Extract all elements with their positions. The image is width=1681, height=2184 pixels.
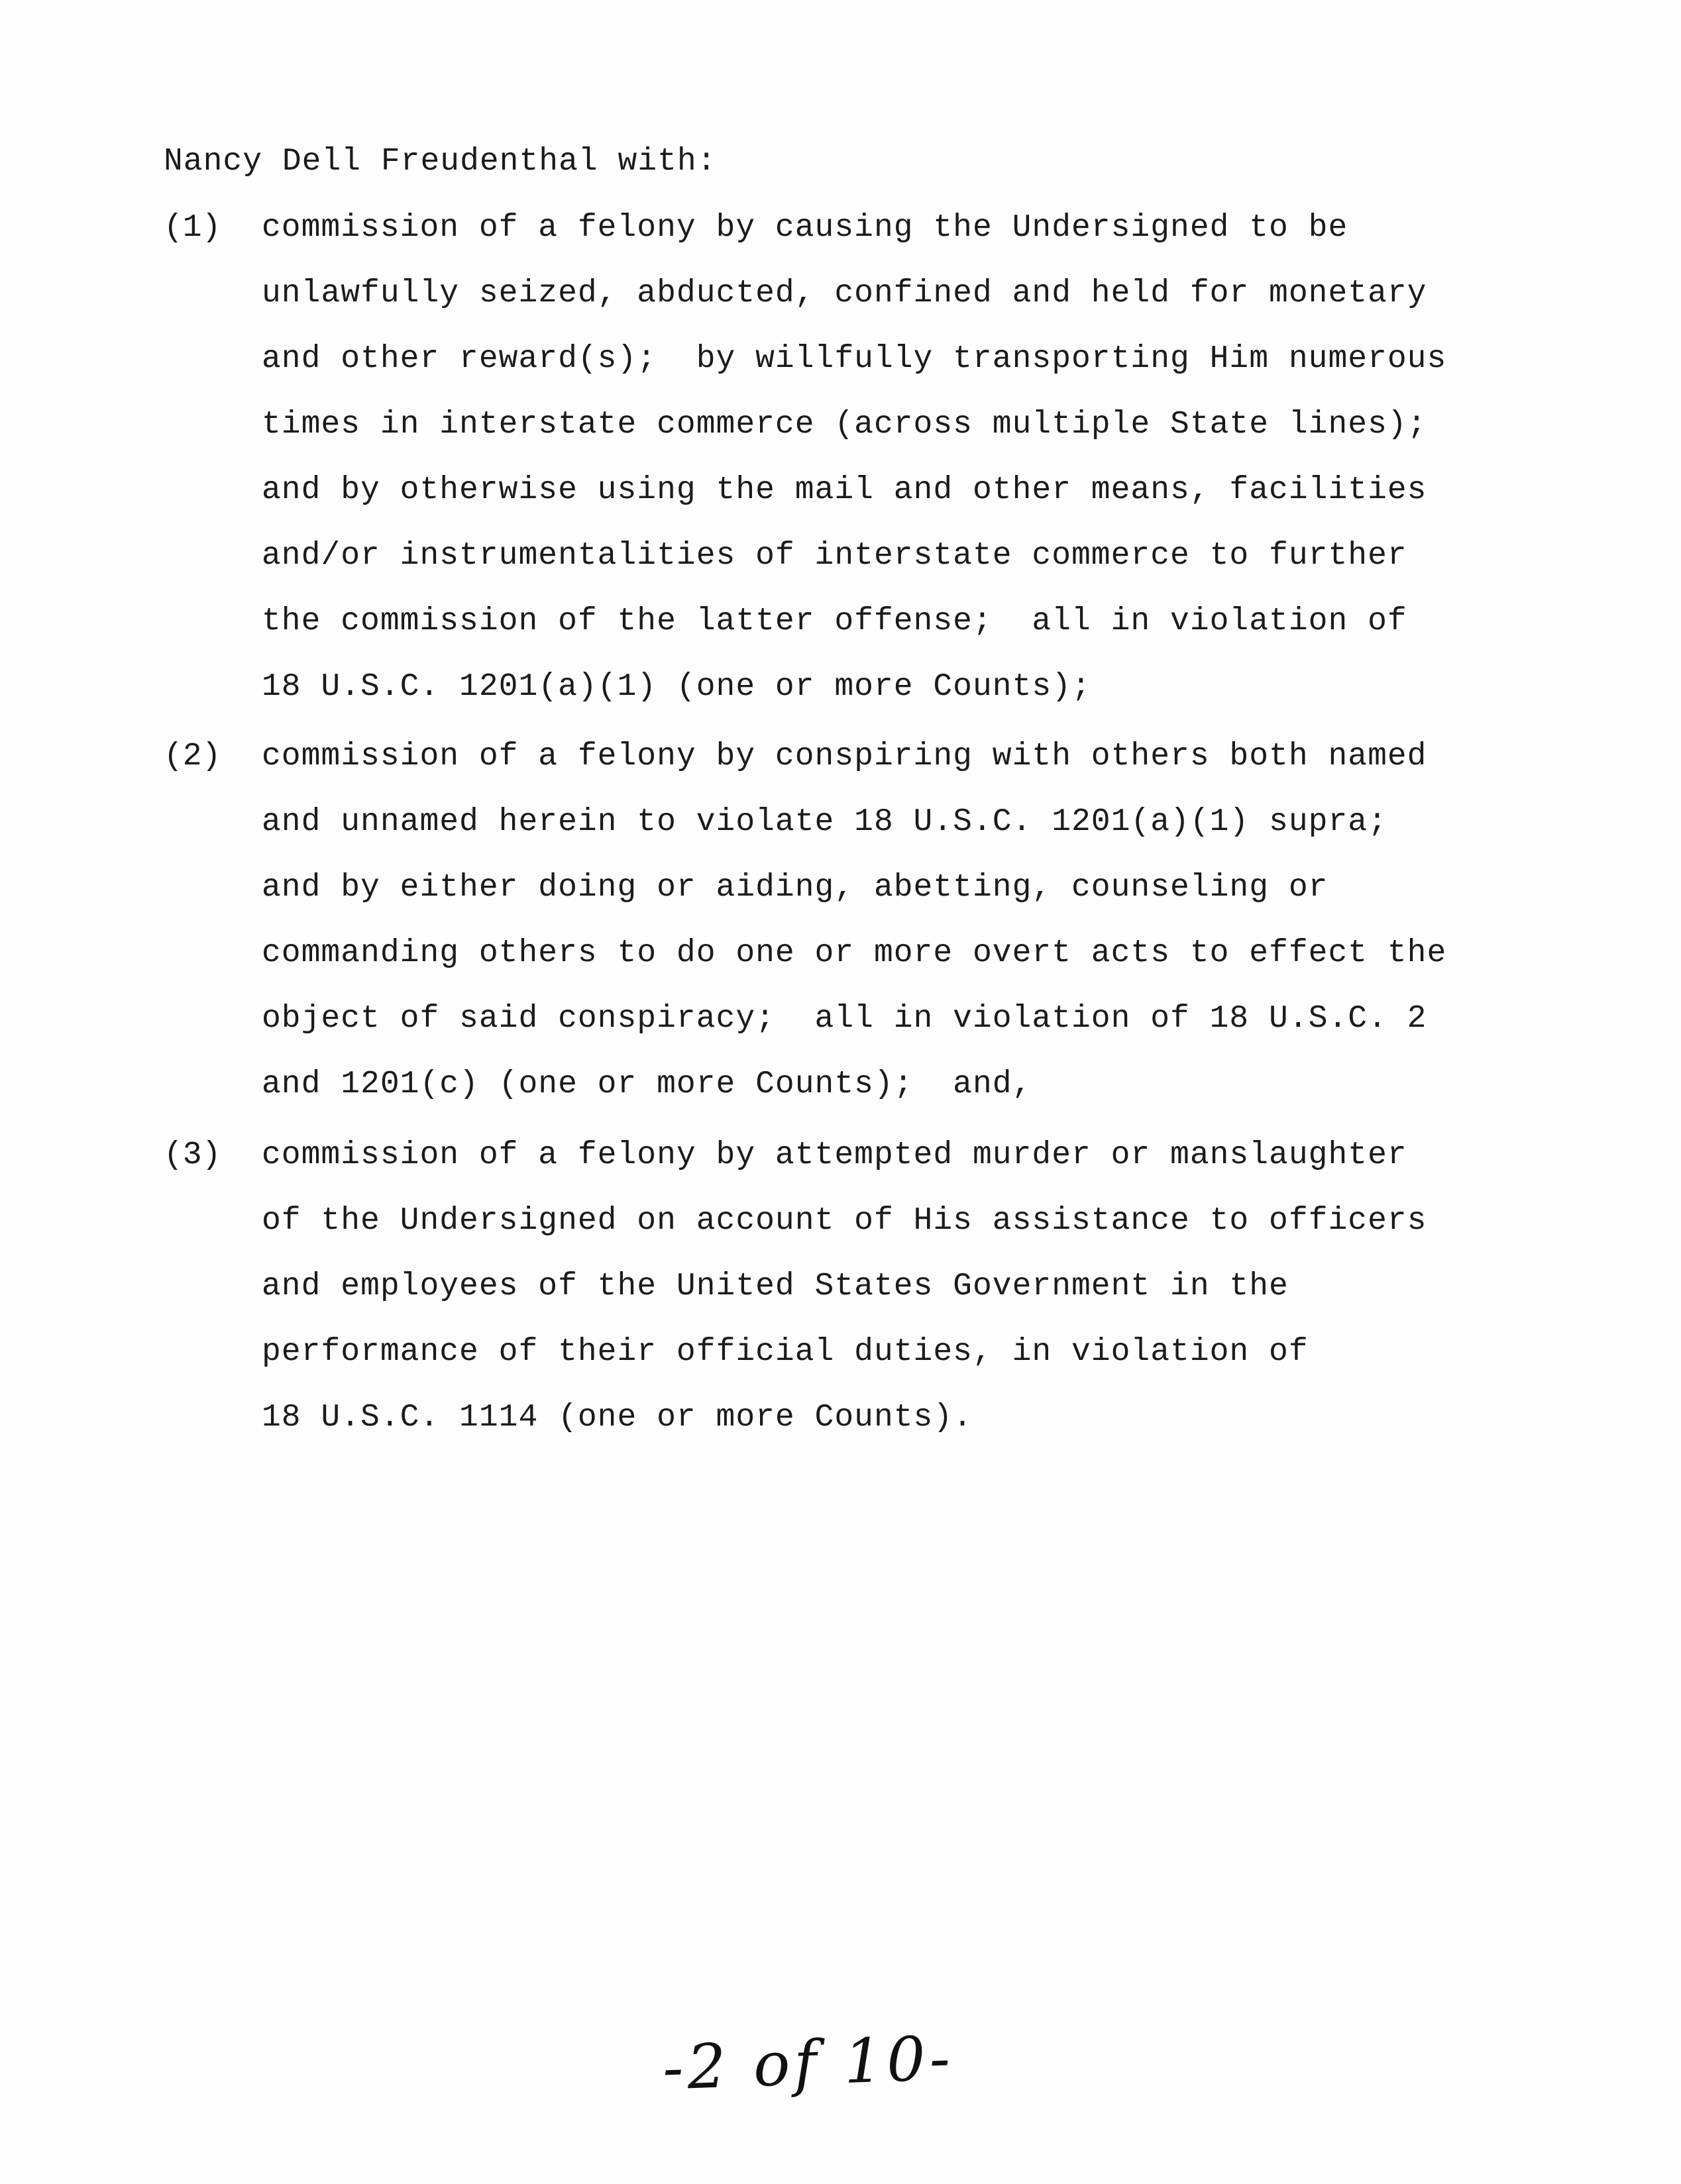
text-line: commission of a felony by causing the Undersigned to be — [262, 210, 1348, 246]
item-number: (3) — [164, 1137, 221, 1173]
text-line: times in interstate commerce (across multiple State lines); — [262, 407, 1427, 442]
text-line: commission of a felony by attempted murder or manslaughter — [262, 1137, 1407, 1173]
item-number: (1) — [164, 210, 221, 246]
text-line: performance of their official duties, in violation of — [262, 1334, 1309, 1370]
page-number: -2 of 10- — [661, 2022, 955, 2104]
item-text — [262, 208, 1446, 733]
text-line: and 1201(c) (one or more Counts); and, — [262, 1066, 1032, 1102]
text-line: commanding others to do one or more overt acts to effect the — [262, 935, 1447, 971]
text-line: and by otherwise using the mail and other means, facilities — [262, 472, 1427, 508]
text-line: and/or instrumentalities of interstate commerce to further — [262, 538, 1407, 574]
text-line: commission of a felony by conspiring with others both named — [262, 739, 1427, 774]
text-line: the commission of the latter offense; all in violation of — [262, 603, 1407, 639]
text-line: and other reward(s); by willfully transporting Him numerous — [262, 341, 1447, 377]
text-line: 18 U.S.C. 1201(a)(1) (one or more Counts); — [262, 669, 1091, 705]
text-line: 18 U.S.C. 1114 (one or more Counts). — [262, 1400, 973, 1435]
text-line: of the Undersigned on account of His assistance to officers — [262, 1203, 1427, 1239]
item-text — [262, 1135, 1427, 1463]
item-text — [262, 737, 1446, 1130]
text-line: unlawfully seized, abducted, confined and held for monetary — [262, 276, 1427, 311]
intro-line: Nancy Dell Freudenthal with: — [164, 144, 717, 180]
text-line: and by either doing or aiding, abetting, counseling or — [262, 870, 1329, 906]
text-line: object of said conspiracy; all in violation of 18 U.S.C. 2 — [262, 1001, 1427, 1037]
text-line: and employees of the United States Government in the — [262, 1269, 1289, 1304]
item-number: (2) — [164, 739, 221, 774]
text-line: and unnamed herein to violate 18 U.S.C. 1201(a)(1) supra; — [262, 804, 1387, 840]
